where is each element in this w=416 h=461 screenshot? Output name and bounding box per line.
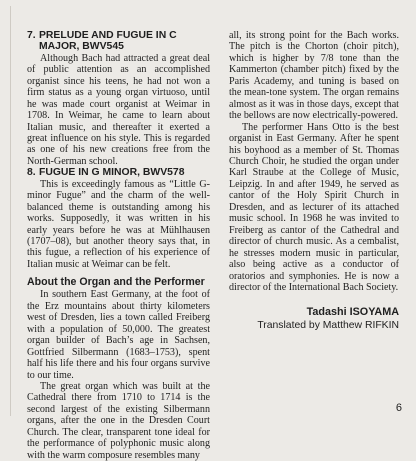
paragraph-fugue-g-minor: This is exceedingly famous as “Little G-minor Fugue” and the charm of the well-balanced theme is outstanding among his works. Supposedly, it was written in his early years before he was at Mühlhausen (1707–08), but another theory says that, in this fugue, a reflection of his experience of Italian music at Weimar can be felt. <box>27 178 210 270</box>
author-name: Tadashi ISOYAMA <box>306 306 399 319</box>
heading-number: 8. <box>27 167 36 179</box>
right-column <box>229 30 399 332</box>
heading-line-1: FUGUE IN G MINOR, BWV578 <box>39 167 185 179</box>
heading-line-2: MAJOR, BWV545 <box>39 41 124 53</box>
heading-number: 7. <box>27 30 36 41</box>
heading-prelude-fugue-c-major <box>27 30 210 53</box>
paragraph-freiberg: In southern East Germany, at the foot of the Erz mountains about thirty kilometers west of Dresden, lies a town called Freiberg with a population of 50,000. The greatest organ builder of Bach’s age in Sachsen, Gottfried Silbermann (1683–1753), spent half his life there and his four organs survive to our time. <box>27 289 210 381</box>
heading-fugue-g-minor <box>27 167 210 178</box>
page-number: 6 <box>395 402 402 414</box>
heading-organ-and-performer: About the Organ and the Performer <box>27 276 205 289</box>
paragraph-great-organ: The great organ which was built at the Cathedral there from 1710 to 1714 is the second largest of the existing Silbermann organs, after the one in the Dresden Court Church. The clear, transparent tone ideal for the performance of polyphonic music along with the warm composure resembles many <box>27 381 210 461</box>
heading-line-1: PRELUDE AND FUGUE IN C <box>39 30 177 41</box>
signature-block <box>229 306 399 332</box>
page-edge-line <box>10 6 11 416</box>
translator-credit: Translated by Matthew RIFKIN <box>257 320 399 332</box>
paragraph-performer: The performer Hans Otto is the best organist in East Germany. After he spent his boyhood as a member of St. Thomas Church Choir, he studied the organ under Karl Straube at the College of Music, Leipzig. In and after 1949, he served as cantor of the Holy Spirit Church in Dresden, and as lecturer of its attached music school. In 1968 he was invited to Freiberg as cantor of the Cathedral and director of church music. As a cembalist, he stresses modern music in particular, also being active as a conductor of oratorios and symphonies. He is now a director of the International Bach Society. <box>229 121 399 293</box>
left-column <box>27 30 210 461</box>
paragraph-pitch: all, its strong point for the Bach works. The pitch is the Chorton (choir pitch), which is higher by 7/8 tone than the Kammerton (chamber pitch) fixed by the Paris Academy, and tuning is based on the mean-tone system. The organ remains almost as it was in those days, except that the bellows are now electrically-powered. <box>229 30 399 122</box>
paragraph-prelude-fugue: Although Bach had attracted a great deal of public attention as an accomplished organist since his teens, he had not won a firm status as a young organ virtuoso, until he was made court organist at Weimar in 1708. In Weimar, he came to learn about Italian music, and thereafter it exerted a great influence on his style. This is regarded as one of his new creations free from the North-German school. <box>27 52 210 167</box>
